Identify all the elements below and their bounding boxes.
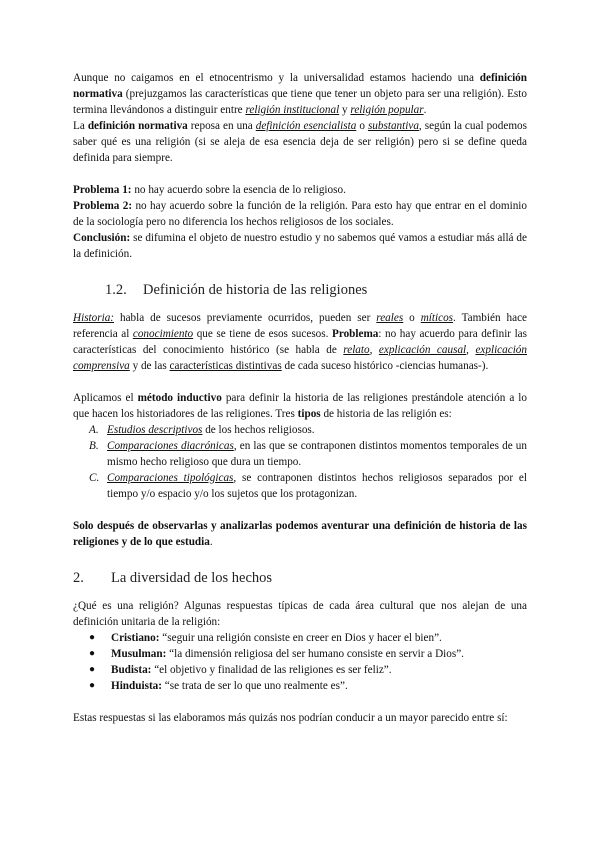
section-heading-1-2: 1.2. Definición de historia de las religiones xyxy=(105,282,368,298)
bold-conclusion: Solo después de observarlas y analizarlas podemos aventurar una definición de historia de las religiones y de lo que estudia. xyxy=(73,520,527,548)
diversidad-intro: ¿Qué es una religión? Algunas respuestas típicas de cada área cultural que nos alejan de una definición unitaria de la religión: xyxy=(73,600,527,628)
metodo-paragraph: Aplicamos el método inductivo para definir la historia de las religiones prestándole atención a lo que hacen los historiadores de las religiones. Tres tipos de historia de las religión es: xyxy=(73,392,528,420)
problem-1: Problema 1: no hay acuerdo sobre la esencia de lo religioso. xyxy=(73,184,346,196)
closing-paragraph: Estas respuestas si las elaboramos más quizás nos podrían conducir a un mayor parecido entre sí: xyxy=(73,712,508,724)
document-page xyxy=(73,70,527,726)
term-definicion-esencialista: definición esencialista xyxy=(255,120,357,132)
list-item: C. Comparaciones tipológicas, se contraponen distintos hechos religiosos separados por el tiempo y/o espacio y/o los sujetos que los protagonizan. xyxy=(89,472,528,500)
list-item: ● Cristiano: “seguir una religión consiste en creer en Dios y hacer el bien”. xyxy=(89,632,442,644)
section-heading-2: 2. La diversidad de los hechos xyxy=(73,570,273,586)
list-item: ● Hinduista: “se trata de ser lo que uno realmente es”. xyxy=(89,680,348,692)
historia-paragraph: Historia: habla de sucesos previamente ocurridos, pueden ser reales o míticos. También hace referencia al conocimiento que se tiene de esos sucesos. Problema: no hay acuerdo para definir las características del conocimiento histórico (se habla de relato, explicación causal, explicación comprensiva y de las características distintivas de cada suceso histórico -ciencias humanas-). xyxy=(73,312,528,372)
intro-paragraph-2: La definición normativa reposa en una definición esencialista o substantiva, según la cual podemos saber qué es una religión (si se aleja de esa esencia deja de ser religión) pero si se define queda definida para siempre. xyxy=(73,120,527,164)
list-item: ● Musulman: “la dimensión religiosa del ser humano consiste en servir a Dios”. xyxy=(89,648,464,660)
intro-paragraph-1: Aunque no caigamos en el etnocentrismo y la universalidad estamos haciendo una definición normativa (prejuzgamos las características que tiene que tener un objeto para ser una religión). Esto termina llevándonos a distinguir entre religión institucional y religión popular. xyxy=(73,72,527,116)
list-item: B. Comparaciones diacrónicas, en las que se contraponen distintos momentos temporales de un mismo hecho religioso que dura un tiempo. xyxy=(89,440,527,468)
answers-list xyxy=(73,630,527,694)
list-item: ● Budista: “el objetivo y finalidad de las religiones es ser feliz”. xyxy=(89,664,392,676)
term-religion-popular: religión popular xyxy=(350,104,424,116)
list-item: A. Estudios descriptivos de los hechos religiosos. xyxy=(89,424,315,436)
conclusion: Conclusión: se difumina el objeto de nuestro estudio y no sabemos qué vamos a estudiar más allá de la definición. xyxy=(73,232,527,260)
term-substantiva: substantiva xyxy=(367,120,419,132)
problem-2: Problema 2: no hay acuerdo sobre la función de la religión. Para esto hay que entrar en el dominio de la sociología pero no diferencia los hechos religiosos de los sociales. xyxy=(73,200,527,228)
types-list xyxy=(73,422,527,502)
term-religion-institucional: religión institucional xyxy=(245,104,340,116)
